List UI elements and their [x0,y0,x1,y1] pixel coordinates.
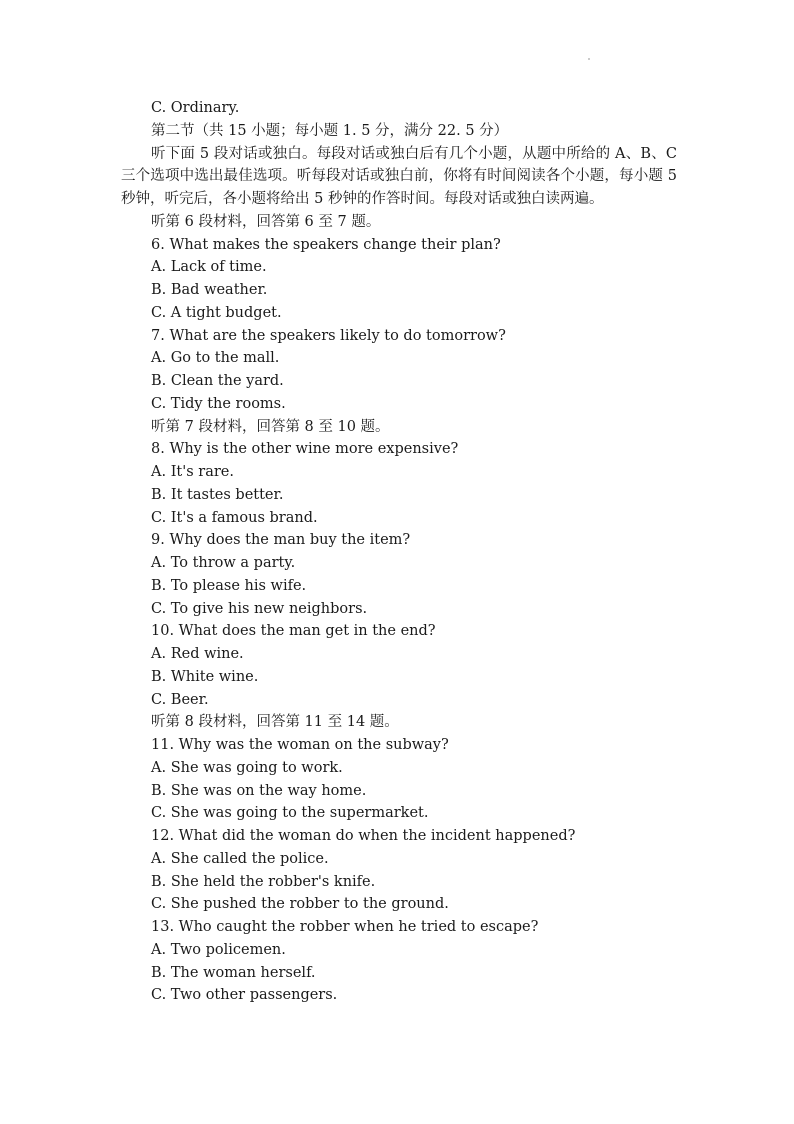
question-7-option-a: A. Go to the mall. [151,350,280,367]
question-10-option-c: C. Beer. [151,691,209,708]
section-title: 第二节（共 15 小题；每小题 1. 5 分，满分 22. 5 分） [151,122,509,139]
question-9-option-c: C. To give his new neighbors. [151,600,368,617]
material-6-heading: 听第 6 段材料，回答第 6 至 7 题。 [151,213,381,230]
question-7: 7. What are the speakers likely to do tomorrow? [151,327,506,344]
question-10: 10. What does the man get in the end? [151,623,436,640]
option-c-ordinary: C. Ordinary. [151,100,240,116]
question-9-option-a: A. To throw a party. [151,555,296,571]
question-12-option-a: A. She called the police. [151,850,329,867]
question-9: 9. Why does the man buy the item? [151,532,411,549]
question-8-option-c: C. It's a famous brand. [151,509,318,526]
exam-page [121,97,677,1007]
question-11-option-a: A. She was going to work. [151,759,343,776]
question-6-option-b: B. Bad weather. [151,282,268,298]
question-10-option-a: A. Red wine. [151,646,244,662]
section-instructions: 听下面 5 段对话或独白。每段对话或独白后有几个小题，从题中所给的 A、B、C 三个选项中选出最佳选项。听每段对话或独白前，你将有时间阅读各个小题，每小题 5 秒钟，听完后，各小题将给出 5 秒钟的作答时间。每段对话或独白读两遍。 [121,145,677,207]
question-13-option-b: B. The woman herself. [151,964,316,981]
material-7-heading: 听第 7 段材料，回答第 8 至 10 题。 [151,418,390,435]
question-8-option-a: A. It's rare. [151,464,234,480]
question-8-option-b: B. It tastes better. [151,486,284,503]
scan-speck [588,58,590,60]
question-9-option-b: B. To please his wife. [151,577,307,594]
question-6: 6. What makes the speakers change their plan? [151,236,501,253]
question-11: 11. Why was the woman on the subway? [151,737,449,753]
question-7-option-c: C. Tidy the rooms. [151,395,286,412]
question-12-option-b: B. She held the robber's knife. [151,873,376,890]
question-13-option-c: C. Two other passengers. [151,987,338,1004]
question-7-option-b: B. Clean the yard. [151,373,284,389]
question-11-option-c: C. She was going to the supermarket. [151,805,429,822]
question-10-option-b: B. White wine. [151,668,259,685]
question-12: 12. What did the woman do when the incident happened? [151,828,576,844]
question-6-option-a: A. Lack of time. [151,259,267,276]
question-12-option-c: C. She pushed the robber to the ground. [151,896,449,913]
material-8-heading: 听第 8 段材料，回答第 11 至 14 题。 [151,714,399,731]
question-6-option-c: C. A tight budget. [151,304,282,321]
question-8: 8. Why is the other wine more expensive? [151,441,459,458]
question-13-option-a: A. Two policemen. [151,941,286,958]
question-13: 13. Who caught the robber when he tried to escape? [151,919,539,935]
question-11-option-b: B. She was on the way home. [151,782,367,799]
